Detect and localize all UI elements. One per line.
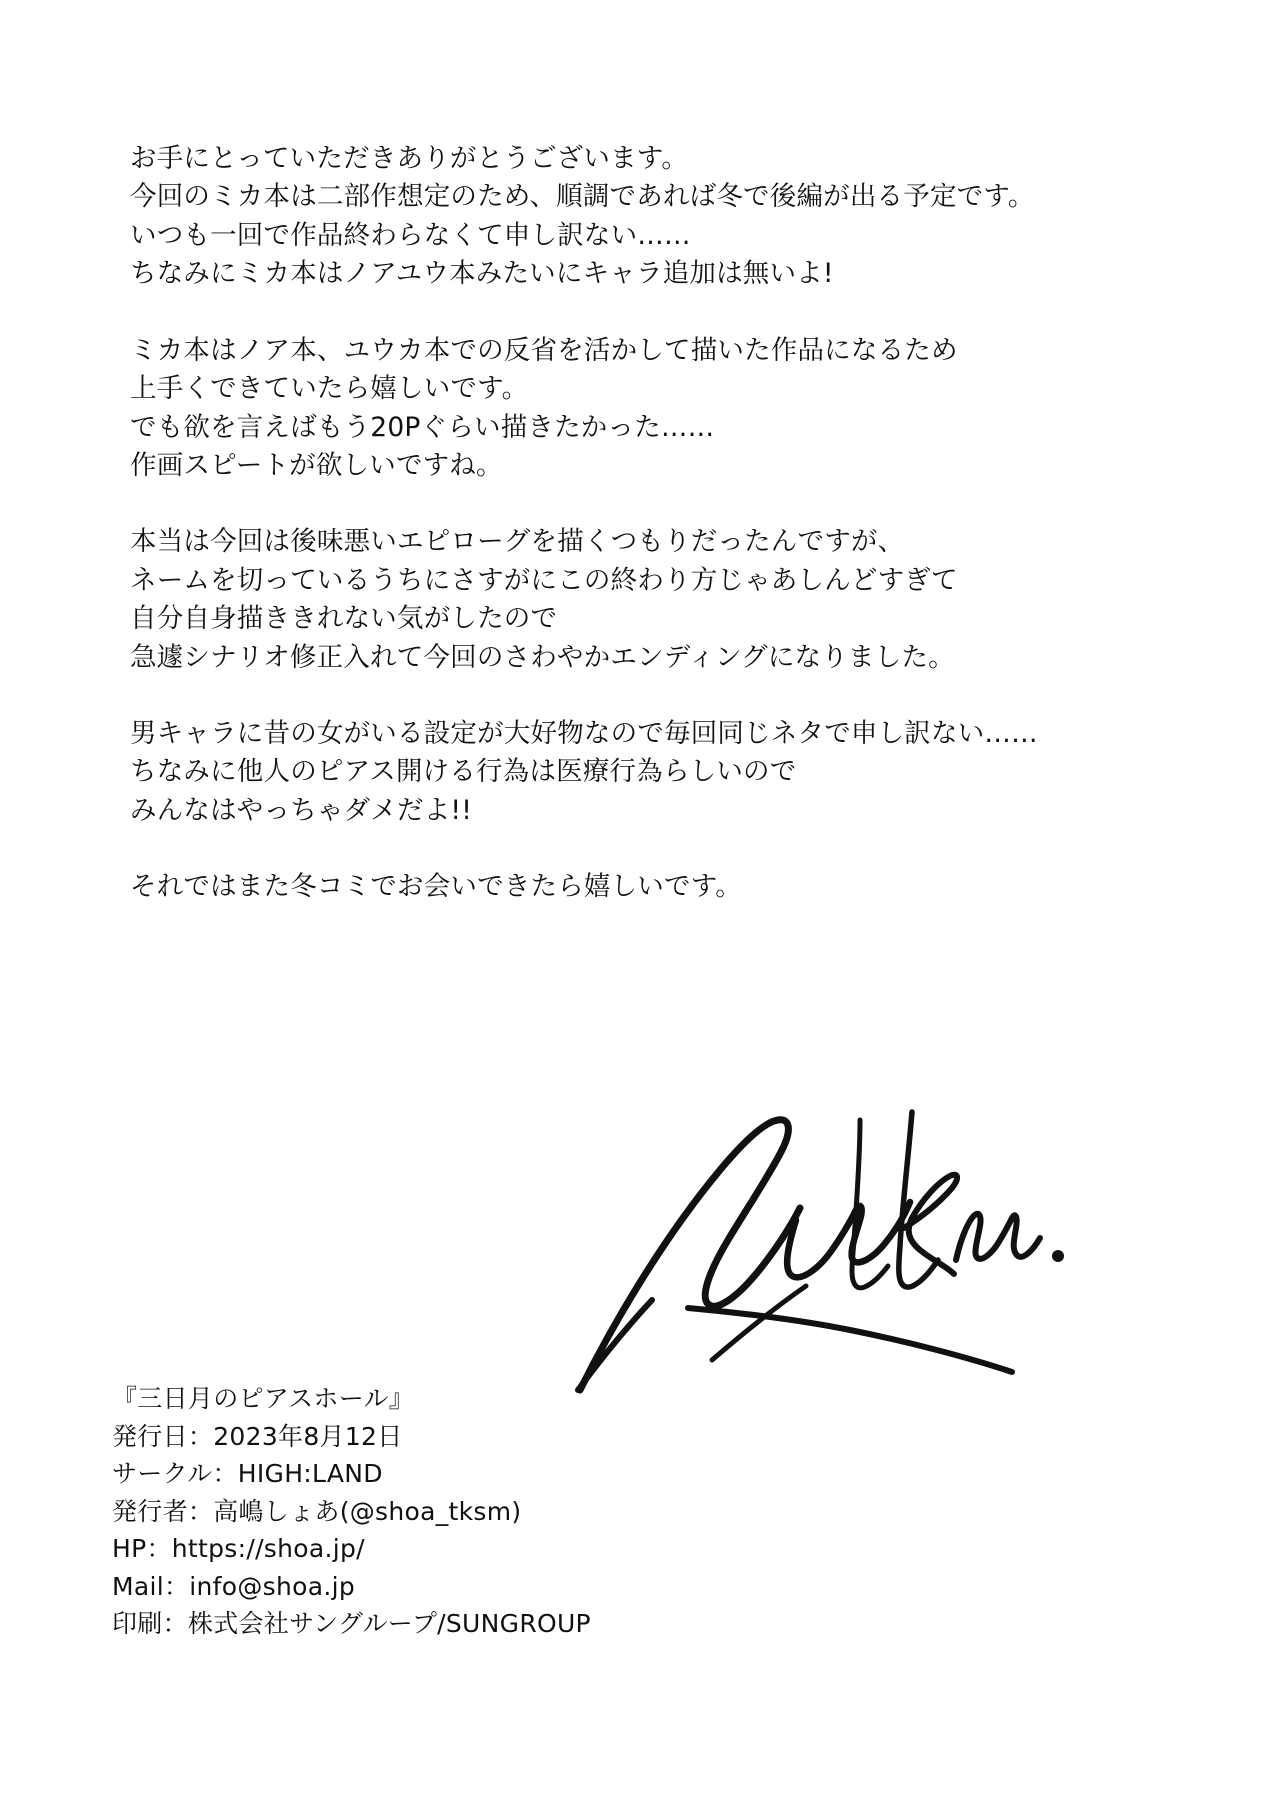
afterword-line: ネームを切っているうちにさすがにこの終わり方じゃあしんどすぎて — [130, 564, 958, 596]
afterword-line: 本当は今回は後味悪いエピローグを描くつもりだったんですが、 — [130, 526, 905, 558]
afterword-paragraph — [130, 715, 1140, 830]
colophon-title: 『三日月のピアスホール』 — [112, 1384, 415, 1413]
colophon-block — [112, 1380, 832, 1643]
afterword-line: それではまた冬コミでお会いできたら嬉しいです。 — [130, 871, 742, 903]
afterword-line: 今回のミカ本は二部作想定のため、順調であれば冬で後編が出る予定です。 — [130, 181, 1035, 213]
afterword-line: でも欲を言えばもう20Pぐらい描きたかった…… — [130, 411, 715, 443]
colophon-homepage: HP：https://shoa.jp/ — [112, 1534, 365, 1563]
afterword-line: 男キャラに昔の女がいる設定が大好物なので毎回同じネタで申し訳ない…… — [130, 718, 1038, 750]
afterword-line: ミカ本はノア本、ユウカ本での反省を活かして描いた作品になるため — [130, 334, 958, 366]
afterword-line: ちなみにミカ本はノアユウ本みたいにキャラ追加は無いよ! — [130, 258, 834, 290]
afterword-paragraph — [130, 523, 1140, 677]
colophon-publish-date: 発行日：2023年8月12日 — [112, 1421, 403, 1451]
afterword-paragraph — [130, 140, 1140, 294]
afterword-line: 作画スピートが欲しいですね。 — [130, 449, 503, 481]
colophon-author: 発行者：高嶋しょあ(@shoa_tksm) — [112, 1496, 522, 1526]
afterword-paragraph — [130, 868, 1140, 906]
afterword-text-block — [130, 140, 1140, 907]
afterword-line: 急遽シナリオ修正入れて今回のさわやかエンディングになりました。 — [130, 641, 955, 673]
colophon-printer: 印刷：株式会社サングループ/SUNGROUP — [112, 1609, 591, 1638]
afterword-line: ちなみに他人のピアス開ける行為は医療行為らしいので — [130, 756, 797, 788]
afterword-line: 上手くできていたら嬉しいです。 — [130, 373, 529, 405]
afterword-paragraph — [130, 332, 1140, 486]
colophon-mail: Mail：info@shoa.jp — [112, 1571, 356, 1601]
colophon-circle: サークル：HIGH:LAND — [112, 1459, 383, 1488]
afterword-line: いつも一回で作品終わらなくて申し訳ない…… — [130, 219, 691, 251]
afterword-line: 自分自身描ききれない気がしたので — [130, 603, 558, 635]
afterword-line: お手にとっていただきありがとうございます。 — [130, 143, 689, 174]
afterword-line: みんなはやっちゃダメだよ!! — [130, 794, 473, 826]
